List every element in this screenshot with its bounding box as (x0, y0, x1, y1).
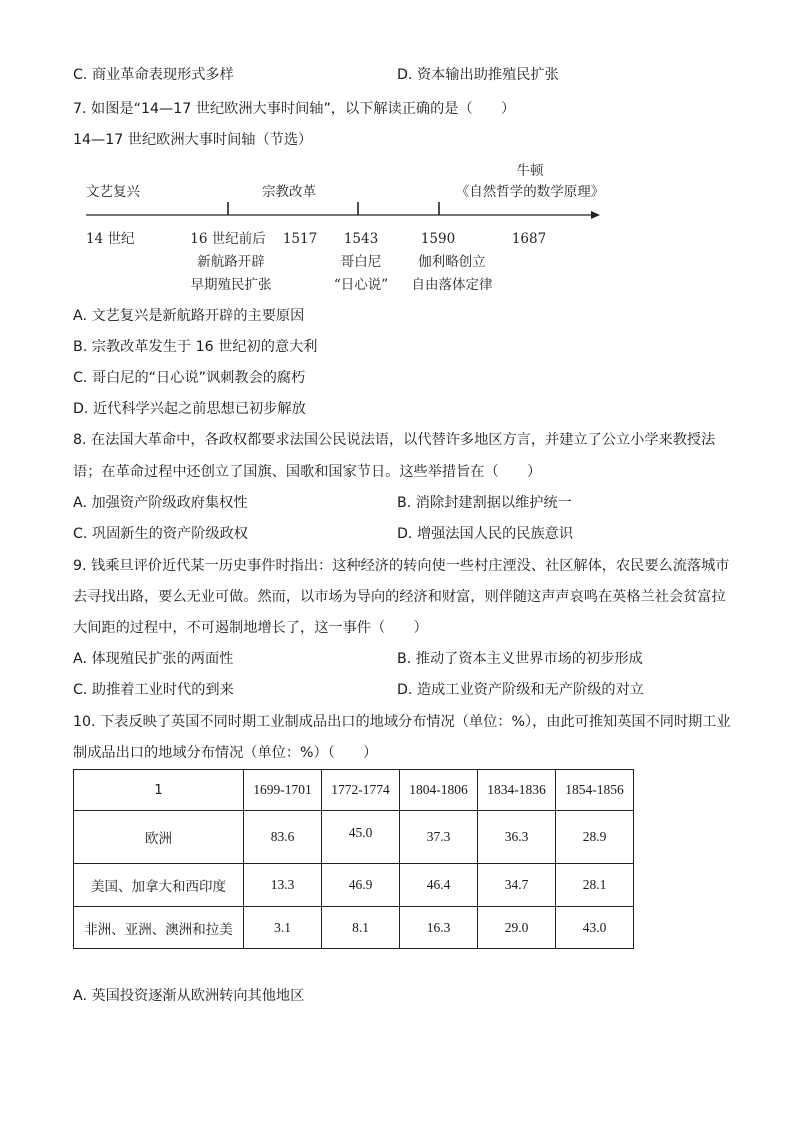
q7-stem: 7. 如图是“14—17 世纪欧洲大事时间轴”，以下解读正确的是（ ） (73, 101, 516, 117)
tick-label-16c: 16 世纪前后 (190, 231, 266, 247)
table-cell: 34.7 (478, 864, 556, 907)
table-header-row (74, 770, 634, 811)
row-label-europe: 欧洲 (74, 811, 244, 864)
tick-label-1517: 1517 (282, 231, 318, 247)
table-cell: 16.3 (400, 907, 478, 949)
table-header-cell: 1804-1806 (400, 770, 478, 811)
table-cell: 13.3 (244, 864, 322, 907)
q8-option-c: C. 巩固新生的资产阶级政权 (73, 526, 248, 542)
label-galileo: 伽利略创立 (418, 254, 486, 270)
table-row (74, 811, 634, 864)
table-cell: 28.9 (556, 811, 634, 864)
q9-option-b: B. 推动了资本主义世界市场的初步形成 (397, 651, 643, 667)
table-cell: 36.3 (478, 811, 556, 864)
table-header-cell: 1834-1836 (478, 770, 556, 811)
q6-option-d: D. 资本输出助推殖民扩张 (397, 67, 559, 83)
q9-option-c: C. 助推着工业时代的到来 (73, 682, 234, 698)
row-label-americas: 美国、加拿大和西印度 (74, 864, 244, 907)
q8-option-d: D. 增强法国人民的民族意识 (397, 526, 574, 542)
tick-label-1687: 1687 (511, 231, 547, 247)
tick-label-1590: 1590 (420, 231, 456, 247)
table-cell: 45.0 (322, 811, 400, 864)
label-new-route: 新航路开辟 (197, 254, 265, 270)
label-renaissance: 文艺复兴 (86, 184, 140, 200)
q8-stem-line2: 语；在革命过程中还创立了国旗、国歌和国家节日。这些举措旨在（ ） (73, 464, 542, 480)
q10-stem-line1: 10. 下表反映了英国不同时期工业制成品出口的地域分布情况（单位：%），由此可推知英国不同时期工业 (73, 714, 731, 730)
q10-option-a: A. 英国投资逐渐从欧洲转向其他地区 (73, 988, 305, 1004)
table-row (74, 864, 634, 907)
table-cell: 83.6 (244, 811, 322, 864)
q8-option-b: B. 消除封建割据以维护统一 (397, 495, 572, 511)
q8-stem-line1: 8. 在法国大革命中，各政权都要求法国公民说法语，以代替许多地区方言，并建立了公立小学来教授法 (73, 432, 716, 448)
label-colonial: 早期殖民扩张 (190, 277, 272, 293)
q7-option-d: D. 近代科学兴起之前思想已初步解放 (73, 401, 306, 417)
q9-stem-line1: 9. 钱乘旦评价近代某一历史事件时指出：这种经济的转向使一些村庄湮没、社区解体，农民要么流落城市 (73, 558, 730, 574)
table-header-cell: 1699-1701 (244, 770, 322, 811)
tick-label-14c: 14 世纪 (86, 231, 135, 247)
export-distribution-table (73, 769, 634, 949)
q7-option-b: B. 宗教改革发生于 16 世纪初的意大利 (73, 339, 318, 355)
label-reformation: 宗教改革 (262, 184, 316, 200)
label-principia: 《自然哲学的数学原理》 (455, 184, 605, 200)
label-heliocentric: “日心说” (333, 277, 389, 293)
table-cell: 28.1 (556, 864, 634, 907)
q9-option-a: A. 体现殖民扩张的两面性 (73, 651, 234, 667)
q8-option-a: A. 加强资产阶级政府集权性 (73, 495, 248, 511)
label-free-fall: 自由落体定律 (411, 277, 493, 293)
table-cell: 46.4 (400, 864, 478, 907)
row-label-other-regions: 非洲、亚洲、澳洲和拉美 (74, 907, 244, 949)
table-row (74, 907, 634, 949)
q6-option-c: C. 商业革命表现形式多样 (73, 67, 234, 83)
q7-figure-title: 14—17 世纪欧洲大事时间轴（节选） (73, 132, 313, 148)
q7-option-a: A. 文艺复兴是新航路开辟的主要原因 (73, 308, 305, 324)
table-header-cell: 1 (74, 770, 244, 811)
timeline-arrow (591, 211, 600, 219)
label-copernicus: 哥白尼 (340, 254, 382, 270)
q10-stem-line2: 制成品出口的地域分布情况（单位：%）（ ） (73, 745, 378, 761)
table-header-cell: 1772-1774 (322, 770, 400, 811)
tick-label-1543: 1543 (343, 231, 379, 247)
table-cell: 46.9 (322, 864, 400, 907)
q9-option-d: D. 造成工业资产阶级和无产阶级的对立 (397, 682, 644, 698)
q7-option-c: C. 哥白尼的“日心说”讽刺教会的腐朽 (73, 370, 306, 386)
table-cell: 8.1 (322, 907, 400, 949)
q9-stem-line3: 大间距的过程中，不可遏制地增长了，这一事件（ ） (73, 620, 428, 636)
table-cell: 3.1 (244, 907, 322, 949)
timeline-axis (0, 0, 794, 300)
q9-stem-line2: 去寻找出路，要么无业可做。然而，以市场为导向的经济和财富，则伴随这声声哀鸣在英格兰社会贫富拉 (73, 589, 726, 605)
table-header-cell: 1854-1856 (556, 770, 634, 811)
table-cell: 43.0 (556, 907, 634, 949)
table-cell: 29.0 (478, 907, 556, 949)
table-cell: 37.3 (400, 811, 478, 864)
label-newton: 牛顿 (516, 163, 544, 179)
